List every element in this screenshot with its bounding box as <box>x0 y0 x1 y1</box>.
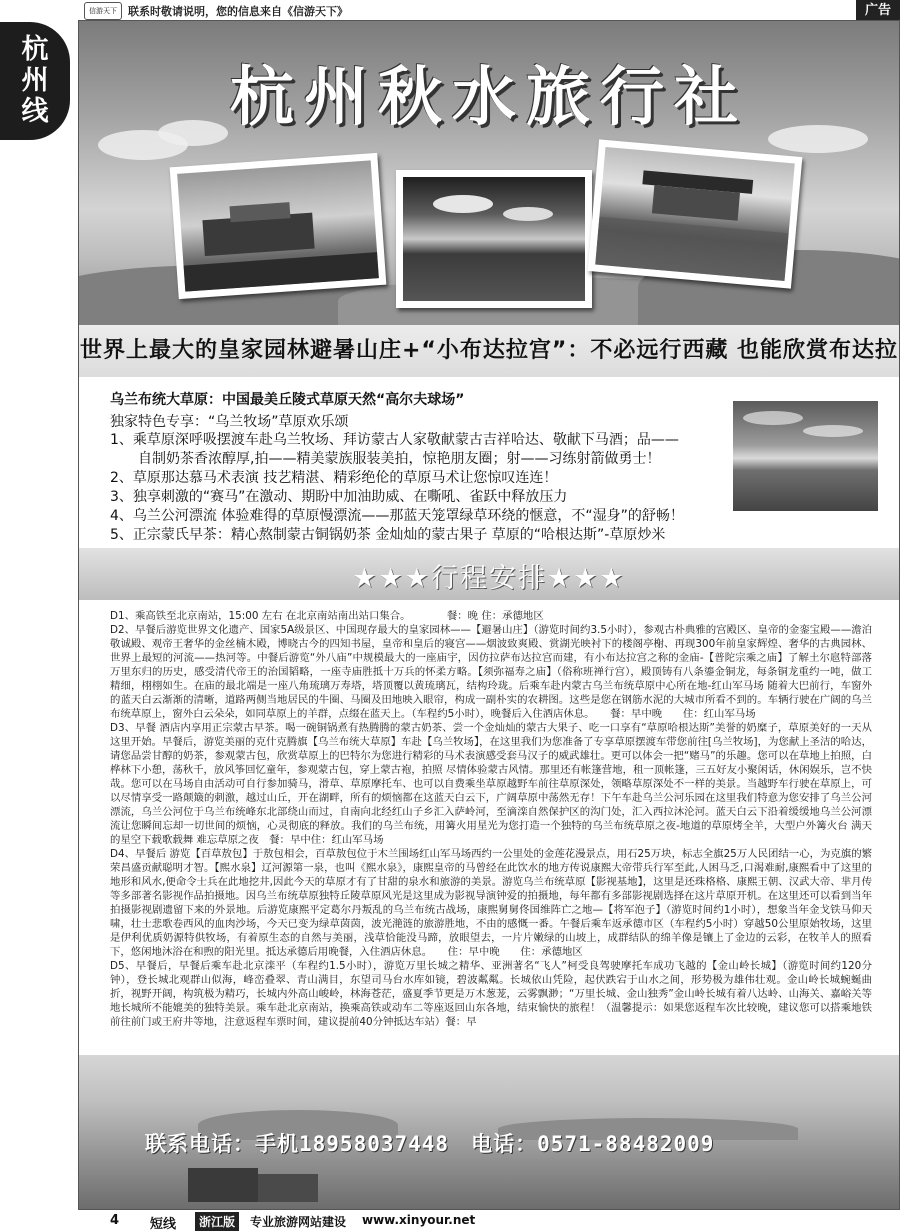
itinerary-day: D5、早餐后，早餐后乘车赴北京滦平（车程约1.5小时），游览万里长城之精华、亚洲著名“飞人”柯受良驾驶摩托车成功飞越的【金山岭长城】（游览时间约120分钟），登长城北观群山似海，峰峦叠翠、青山满目，东望司马台水库如镜，碧波粼粼。长城依山凭险，起伏跌宕于山水之间，形势极为雄伟壮观。金山岭长城蜿蜒曲折，视野开阔，构筑极为精巧，长城内外高山峻岭，林海苍茫，盛夏季节更是万木葱茏，云雾飘渺；“万里长城、金山独秀”金山岭长城有着八达岭、山海关、嘉峪关等地长城所不能媲美的独特美景。乘车赴北京南站，换乘高铁或动车二等座返回山东各地，结束愉快的旅程！（温馨提示：如果您返程车次比较晚，建议您可以搭乘地铁前往前门或王府井等地，注意返程车票时间，建议提前40分钟抵达车站）餐：早 <box>110 960 872 1028</box>
itinerary <box>110 609 872 1029</box>
publication-logo: 信游天下 <box>84 2 122 20</box>
photo-grassland-sunset <box>733 401 878 511</box>
ad-label: 广告 <box>856 0 900 22</box>
yurt-decoration <box>188 1168 258 1202</box>
grassland-subtitle: 独家特色专享：“乌兰牧场”草原欢乐颂 <box>110 414 349 430</box>
slogan-text: 世界上最大的皇家园林避暑山庄+“小布达拉宫”：不必远行西藏 也能欣赏布达拉 <box>79 338 898 363</box>
photo-pavilion <box>588 139 803 288</box>
grassland-title: 乌兰布统大草原：中国最美丘陵式草原天然“高尔夫球场” <box>110 392 465 408</box>
feature-item: 5、正宗蒙氏早茶：精心熬制蒙古铜锅奶茶 金灿灿的蒙古果子 草原的“哈根达斯”-草原炒米 <box>110 527 666 543</box>
footer-url[interactable]: www.xinyour.net <box>362 1213 476 1227</box>
photo-lake-landscape <box>396 170 592 308</box>
feature-item: 2、草原那达慕马术表演 技艺精湛、精彩绝伦的草原马术让您惊叹连连！ <box>110 470 558 486</box>
route-label: 杭州线 <box>21 34 49 127</box>
notice-text: 联系时敬请说明，您的信息来自《信游天下》 <box>128 5 348 18</box>
feature-item: 3、独享刺激的“赛马”在激动、期盼中加油助威、在嘶吼、雀跃中释放压力 <box>110 489 568 505</box>
top-notice-bar <box>78 0 900 21</box>
grassland-section <box>78 377 900 545</box>
itinerary-day: D1、乘高铁至北京南站，15:00 左右 在北京南站南出站口集合。 餐：晚 住：承德地区 <box>110 610 544 622</box>
yurt-decoration <box>258 1174 318 1202</box>
agency-title: 杭州秋水旅行社 <box>230 60 748 135</box>
footer-tagline: 专业旅游网站建设 <box>250 1215 347 1229</box>
feature-item: 4、乌兰公河漂流 体验难得的草原慢漂流——那蓝天笼罩绿草环绕的惬意，不“湿身”的舒畅！ <box>110 508 684 524</box>
feature-item: 自制奶茶香浓醇厚,拍——精美蒙族服装美拍，惊艳朋友圈；射——习练射箭做勇士！ <box>110 451 661 467</box>
route-side-tab <box>0 22 70 140</box>
contact-phone: 联系电话：手机18958037448 电话：0571-88482009 <box>145 1132 715 1156</box>
feature-item: 1、乘草原深呼吸摆渡车赴乌兰牧场、拜访蒙古人家敬献蒙古吉祥哈达、敬献下马酒；品—— <box>110 432 679 448</box>
edition-badge: 浙江版 <box>195 1212 239 1231</box>
publication-name: 短线 <box>150 1217 177 1232</box>
schedule-heading-band <box>78 548 900 600</box>
page-footer <box>0 1210 900 1230</box>
slogan-band <box>78 325 900 377</box>
itinerary-day: D3、早餐 酒店内享用正宗蒙古早茶。喝一碗铜锅煮有热腾腾的蒙古奶茶、尝一个金灿灿的蒙古大果子、吃一口享有“草原哈根达斯”美誉的奶糜子，草原美好的一天从这里开始。早餐后，游览美丽的克什克腾旗【乌兰布统大草原】车赴【乌兰牧场】，在这里我们为您准备了专享草原摆渡车带您前往[乌兰牧场]，为您献上圣洁的哈达，请您品尝甘醇的奶茶，参观蒙古包，欣赏草原上的巴特尔为您进行精彩的马术表演感受套马汉子的威武雄壮。更可以体会一把“赌马”的乐趣。您可以在草地上拍照，白桦林下小憩，荡秋千，放风筝回忆童年，参观蒙古包，穿上蒙古袍，拍照 尽情体验蒙古风情。那里还有帐篷营地，租一顶帐篷，三五好友小聚闲话，休闲娱乐，岂不快哉。您可以在马场自由活动可自行参加骑马，滑草、草原摩托车、也可以自费乘坐草原越野车前往草原深处，领略草原深处不一样的美景。当越野车行驶在草原上，可以尽情享受一路颠簸的刺激，越过山丘，开在湖畔，所有的烦恼都在这蓝天白云下，广阔草原中荡然无存！下午车赴乌兰公河乐园在这里我们特意为您安排了乌兰公河漂流，乌兰公河位于乌兰布统峰东北部绕山而过，自南向北经红山子乡汇入萨岭河，至滴滦自然保护区的沟门处，汇入西拉沐沦河。蓝天白云下沿着缓缓地乌兰公河漂流让您瞬间忘却一切世间的烦恼，心灵彻底的释放。我们的乌兰布统，用篝火用星光为您打造一个独特的乌兰布统草原之夜-地道的草原烤全羊，大型户外篝火台 满天的星空下载歌载舞 难忘草原之夜 餐：早中住：红山军马场 <box>110 722 872 846</box>
feature-list <box>110 431 750 545</box>
hero-banner <box>78 20 900 325</box>
photo-potala-palace <box>170 153 387 299</box>
schedule-heading: ★★★行程安排★★★ <box>352 563 626 594</box>
itinerary-day: D2、早餐后游览世界文化遗产、国家5A级景区、中国现存最大的皇家园林——【避暑山庄】（游览时间约3.5小时），参观古朴典雅的宫殿区、皇帝的金銮宝殿——澹泊敬诚殿、观帝王奢华的金丝楠木殿，博晓古今的四知书屋，皇帝和皇后的寝宫——烟波致爽殿、赏湖光映衬下的楼阁亭榭、再现300年前皇家辉煌、奢华的古典园林、世界上最短的河流——热河等。中餐后游览“外八庙”中规模最大的一座庙宇，因仿拉萨布达拉宫而建，有小布达拉宫之称的金庙-【普陀宗乘之庙】了解土尔扈特部落万里东归的历史，感受清代帝王的治国韬略，一座寺庙胜抵十万兵的怀柔方略。【须弥福寿之庙】（俗称班禅行宫），殿顶铸有八条鎏金铜龙，每条铜龙重约一吨，做工精细，栩栩如生。在庙的最北端是一座八角琉璃万寿塔，塔顶覆以黄琉璃瓦，结构玲珑。后乘车赴内蒙古乌兰布统草原中心所在地-红山军马场 随着大巴前行，车窗外的蓝天白云渐渐的清晰，道路两侧当地居民的牛圈、马圈及田地映入眼帘，构成一副朴实的农耕图。这些是您在钢筋水泥的大城市所看不到的。车辆行驶在广阔的乌兰布统草原上，窗外白云朵朵，如同草原上的羊群，点缀在蓝天上。（车程约5小时），晚餐后入住酒店休息。 餐：早中晚 住：红山军马场 <box>110 624 872 720</box>
itinerary-day: D4、早餐后 游览【百草敖包】于敖包相会，百草敖包位于木兰围场红山军马场西约一公里处的金莲花漫景点，用石25万块，标志全旗25万人民团结一心，为克旗的繁荣昌盛贡献聪明才智。【熙水泉】辽河源第一泉，也叫《熙水泉》，康熙皇帝的马曾经在此饮水的地方传说康熙大帝带兵行军至此,人困马乏,口渴难耐,康熙看中了这里的地形和风水,便命令士兵在此地挖井,因此今天的草原才有了甘甜的泉水和旅游的美景。游览乌兰布统草原【影视基地】，这里是还珠格格、康熙王朝、汉武大帝、芈月传等多部著名影视作品拍摄地。因乌兰布统草原独特丘陵草原风光是这里成为影视导演钟爱的拍摄地，每年都有多部影视剧选择在这片草原开机。在这里还可以看到当年拍摄影视剧遗留下来的外景地。后游览康熙平定葛尔丹叛乱的乌兰布统古战场，康熙舅舅佟国维阵亡之地—【将军泡子】（游览时间约1小时），想象当年金戈铁马仰天啸，壮士悲歌卷西风的血肉沙场，今天已变为绿草茵茵，波光滟涟的旅游胜地，不由的感慨一番。午餐后乘车返承德市区（车程约5小时）穿越50公里原始牧场，这里是伊利优质奶源特供牧场，有着原生态的自然与美丽，浅草恰能没马蹄，放眼望去，一片片嫩绿的山坡上，成群结队的绵羊像是镶上了金边的云彩，在牧羊人的照看下，悠闲地沐浴在和煦的阳光里。抵达承德后用晚餐，入住酒店休息。 住：早中晚 住：承德地区 <box>110 848 872 958</box>
page-number: 4 <box>110 1213 120 1228</box>
